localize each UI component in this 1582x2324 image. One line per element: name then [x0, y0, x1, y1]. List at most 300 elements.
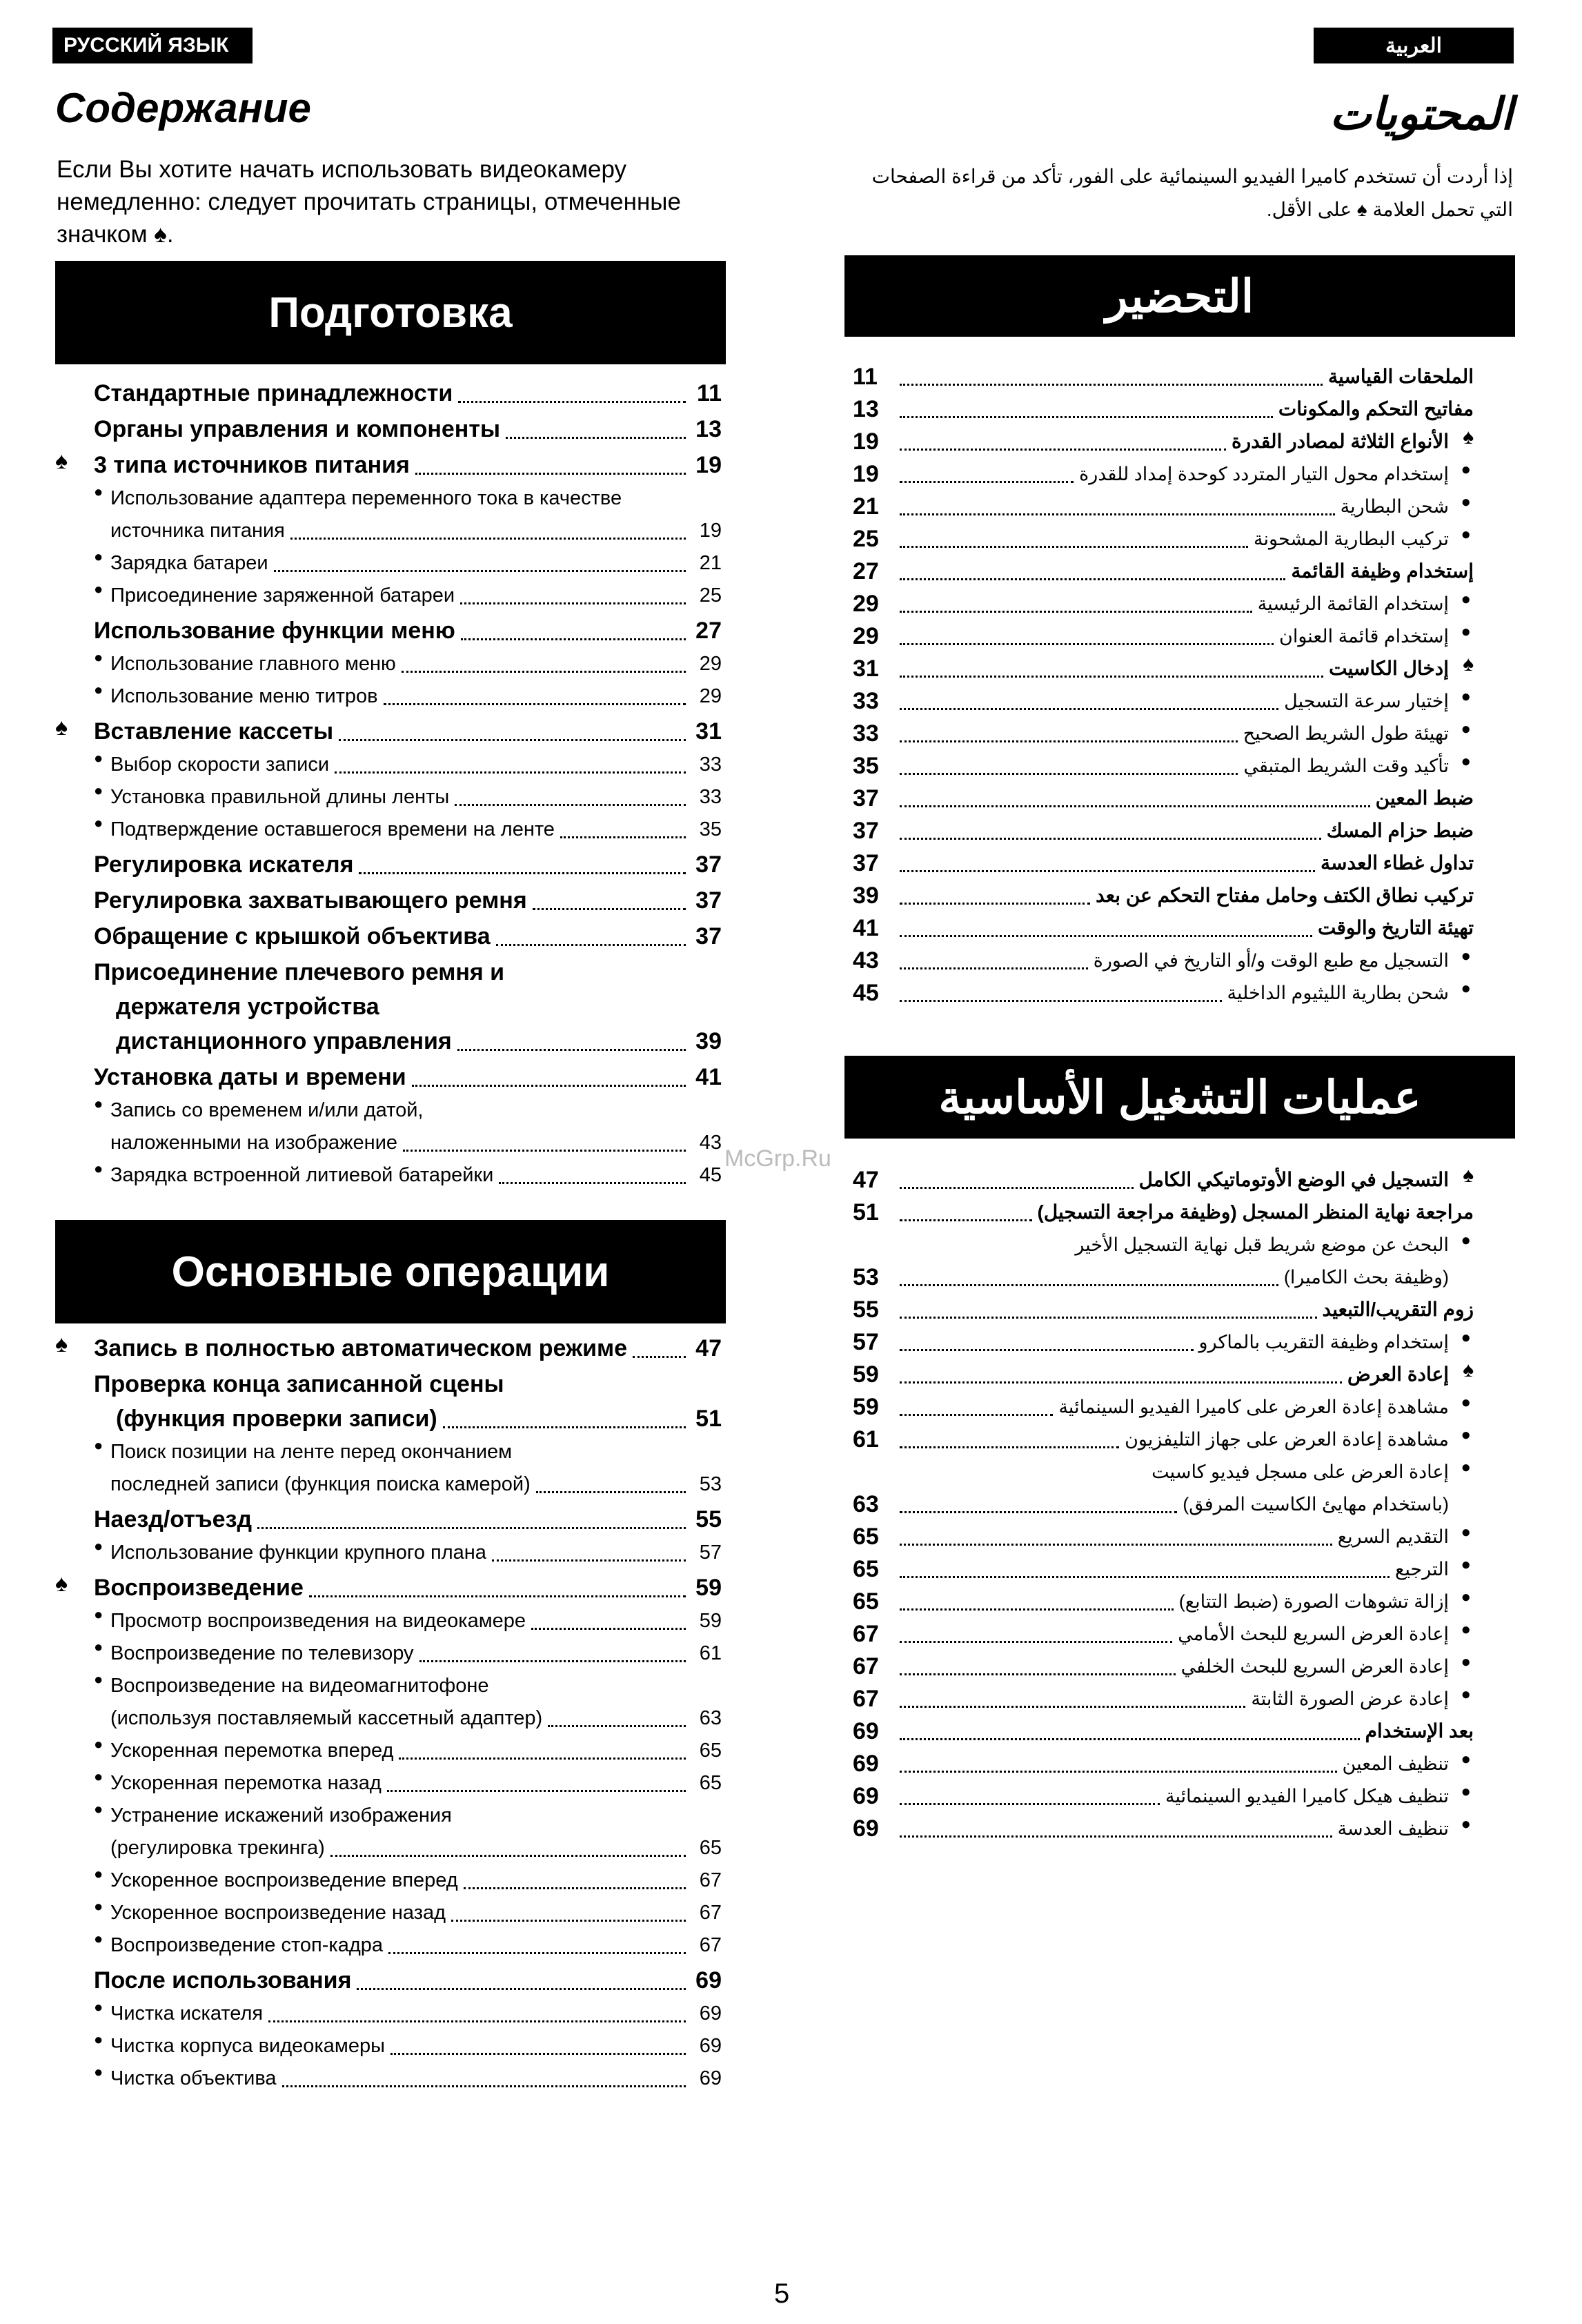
toc-entry-text: مشاهدة إعادة العرض على كاميرا الفيديو السينمائية: [1058, 1397, 1449, 1417]
toc-entry: [55, 844, 722, 880]
leader-dots: [499, 1182, 686, 1184]
leader-dots: [390, 2053, 686, 2055]
toc-entry: [853, 521, 1474, 553]
leader-dots: [900, 1219, 1032, 1221]
toc-entry-text: تنظيف المعين: [1342, 1753, 1449, 1774]
toc-entry-page: 45: [699, 1164, 722, 1186]
toc-entry: [55, 1996, 722, 2028]
bullet-icon: ●: [94, 1865, 103, 1882]
leader-dots: [900, 740, 1238, 742]
bullet-icon: ●: [1461, 493, 1471, 511]
toc-entry: [55, 1798, 722, 1830]
toc-entry-text: Воспроизведение: [94, 1575, 304, 1601]
toc-entry-page: 11: [853, 364, 878, 390]
leader-dots: [451, 1920, 686, 1922]
bullet-icon: ●: [1461, 1328, 1471, 1347]
toc-entry: [853, 748, 1474, 780]
leader-dots: [257, 1527, 686, 1529]
toc-entry: [853, 553, 1474, 586]
toc-entry-text: Зарядка батареи: [110, 552, 268, 574]
leader-dots: [387, 1790, 686, 1792]
toc-list-basic-ops-ar: [853, 1162, 1474, 1843]
toc-entry-page: 33: [853, 688, 879, 714]
toc-entry-text: Выбор скорости записи: [110, 754, 330, 776]
toc-entry-text: Установка даты и времени: [94, 1064, 406, 1090]
leader-dots: [900, 643, 1274, 645]
toc-entry-page: 55: [853, 1297, 879, 1323]
toc-entry-text: إختيار سرعة التسجيل: [1284, 691, 1449, 711]
toc-entry-page: 43: [853, 947, 879, 974]
toc-entry: [55, 373, 722, 408]
toc-entry-text: شحن بطارية الليثيوم الداخلية: [1227, 983, 1449, 1003]
toc-entry: [55, 545, 722, 578]
section-banner-basic-ops-ar: عمليات التشغيل الأساسية: [844, 1056, 1515, 1139]
toc-entry-page: 65: [699, 1772, 722, 1794]
toc-entry-text: Использование функции меню: [94, 618, 455, 644]
toc-entry: [55, 1635, 722, 1668]
toc-entry-page: 41: [695, 1064, 722, 1090]
spade-icon: ♠: [55, 714, 68, 740]
leader-dots: [900, 1706, 1245, 1708]
bullet-icon: ●: [1461, 1523, 1471, 1542]
toc-entry-text: (وظيفة بحث الكاميرا): [1283, 1267, 1449, 1288]
bullet-icon: ●: [94, 1095, 103, 1112]
toc-list-basic-ops-ru: [55, 1328, 722, 2093]
toc-entry-page: 25: [699, 584, 722, 607]
toc-entry: [55, 408, 722, 444]
section-banner-preparation-ar: التحضير: [844, 255, 1515, 337]
toc-entry-page: 67: [699, 1934, 722, 1956]
intro-text-ar: إذا أردت أن تستخدم كاميرا الفيديو السينمائية على الفور، تأكد من قراءة الصفحات التي تحمل العلامة ♠ على الأقل.: [871, 166, 1513, 220]
leader-dots: [900, 708, 1278, 710]
toc-entry-text: Воспроизведение стоп-кадра: [110, 1934, 384, 1956]
leader-dots: [900, 1673, 1176, 1675]
leader-dots: [900, 1803, 1160, 1805]
leader-dots: [900, 1738, 1360, 1740]
leader-dots: [900, 513, 1335, 515]
bullet-icon: ●: [1461, 1426, 1471, 1444]
toc-entry-page: 43: [699, 1132, 722, 1154]
leader-dots: [464, 1887, 686, 1889]
toc-entry-text: Присоединение заряженной батареи: [110, 584, 455, 607]
toc-entry-text: последней записи (функция поиска камерой): [110, 1473, 531, 1495]
toc-entry-page: 39: [853, 883, 879, 909]
bullet-icon: ●: [94, 1537, 103, 1555]
leader-dots: [900, 1511, 1177, 1513]
toc-entry-text: إستخدام القائمة الرئيسية: [1257, 593, 1449, 614]
toc-entry-page: 63: [853, 1491, 879, 1517]
toc-entry: [853, 586, 1474, 618]
spade-icon: ♠: [55, 448, 68, 474]
leader-dots: [335, 771, 686, 774]
toc-entry-text: إستخدام محول التيار المتردد كوحدة إمداد للقدرة: [1079, 464, 1449, 484]
toc-entry-page: 19: [699, 520, 722, 542]
leader-dots: [282, 2085, 686, 2087]
toc-entry-text: Просмотр воспроизведения на видеокамере: [110, 1610, 526, 1632]
toc-entry-page: 39: [695, 1028, 722, 1054]
toc-entry-page: 69: [853, 1783, 879, 1809]
leader-dots: [900, 870, 1315, 872]
toc-entry-text: ضبط حزام المسك: [1326, 820, 1474, 841]
leader-dots: [536, 1491, 686, 1493]
bullet-icon: ●: [94, 2063, 103, 2080]
toc-entry: [55, 1056, 722, 1092]
leader-dots: [900, 676, 1323, 678]
leader-dots: [900, 611, 1252, 613]
bullet-icon: ●: [94, 1930, 103, 1947]
leader-dots: [290, 538, 686, 540]
bullet-icon: ●: [1461, 979, 1471, 998]
toc-entry-text: Использование функции крупного плана: [110, 1542, 486, 1564]
toc-entry-text: Наезд/отъезд: [94, 1506, 253, 1533]
leader-dots: [900, 1544, 1332, 1546]
language-tab-russian: РУССКИЙ ЯЗЫК: [52, 28, 253, 63]
toc-entry-text: مفاتيح التحكم والمكونات: [1278, 398, 1474, 420]
toc-entry-page: 51: [695, 1406, 722, 1432]
toc-entry-page: 53: [853, 1264, 879, 1290]
toc-entry-page: 55: [695, 1506, 722, 1533]
toc-entry-text: التقديم السريع: [1337, 1526, 1449, 1547]
leader-dots: [560, 836, 686, 838]
leader-dots: [339, 739, 686, 741]
leader-dots: [900, 1446, 1119, 1448]
toc-entry: [853, 391, 1474, 424]
bullet-icon: ●: [94, 1898, 103, 1915]
toc-entry-text: التسجيل مع طبع الوقت و/أو التاريخ في الصورة: [1093, 950, 1449, 971]
toc-entry-page: 31: [853, 656, 879, 682]
toc-entry: [55, 1499, 722, 1535]
toc-entry-text: Поиск позиции на ленте перед окончанием: [110, 1441, 513, 1463]
toc-entry-page: 65: [699, 1837, 722, 1859]
toc-entry-text: ضبط المعين: [1375, 787, 1474, 809]
toc-entry-page: 69: [853, 1751, 879, 1777]
toc-entry-page: 59: [853, 1394, 879, 1420]
toc-entry-page: 29: [699, 653, 722, 675]
toc-entry-page: 57: [699, 1542, 722, 1564]
toc-entry-page: 67: [853, 1653, 879, 1680]
toc-entry-page: 37: [695, 887, 722, 914]
toc-entry-text: تنظيف العدسة: [1337, 1818, 1449, 1839]
bullet-icon: ●: [1461, 1231, 1471, 1250]
toc-entry-page: 65: [853, 1588, 879, 1615]
toc-entry-text: إدخال الكاسيت: [1329, 658, 1449, 679]
toc-entry: [853, 1421, 1474, 1454]
bullet-icon: ●: [94, 1606, 103, 1623]
toc-entry: [853, 1746, 1474, 1778]
toc-entry-page: 69: [853, 1718, 879, 1744]
bullet-icon: ●: [1461, 1653, 1471, 1671]
toc-entry: [853, 618, 1474, 651]
toc-entry: [853, 716, 1474, 748]
toc-entry-page: 59: [699, 1610, 722, 1632]
toc-entry: [853, 1811, 1474, 1843]
toc-entry-text: (باستخدام مهايئ الكاسيت المرفق): [1183, 1494, 1449, 1515]
toc-entry-page: 59: [695, 1575, 722, 1601]
intro-text-ru: Если Вы хотите начать использовать видеокамеру немедленно: следует прочитать страницы, отмеченные значком ♠.: [57, 156, 681, 248]
leader-dots: [533, 908, 686, 910]
toc-entry-text: تنظيف هيكل كاميرا الفيديو السينمائية: [1165, 1786, 1449, 1806]
toc-entry: [55, 1733, 722, 1765]
toc-entry-page: 47: [853, 1167, 879, 1193]
toc-entry-text: Органы управления и компоненты: [94, 416, 501, 442]
bullet-icon: ●: [1461, 460, 1471, 479]
leader-dots: [900, 903, 1090, 905]
toc-entry: [853, 1162, 1474, 1194]
toc-entry-text: Использование адаптера переменного тока в качестве: [110, 487, 622, 509]
leader-dots: [443, 1426, 686, 1428]
toc-entry-page: 27: [853, 558, 879, 584]
toc-entry-text: زوم التقريب/التبعيد: [1322, 1299, 1474, 1320]
toc-entry: [55, 747, 722, 779]
toc-entry-text: держателя устройства: [116, 994, 379, 1020]
toc-entry: [853, 456, 1474, 489]
leader-dots: [461, 638, 686, 640]
toc-entry: [55, 1603, 722, 1635]
toc-entry: [55, 1535, 722, 1567]
leader-dots: [900, 546, 1248, 548]
toc-entry-page: 65: [853, 1556, 879, 1582]
toc-entry: [55, 1466, 722, 1499]
toc-entry: [55, 480, 722, 513]
toc-entry-page: 33: [853, 720, 879, 747]
toc-entry-page: 27: [695, 618, 722, 644]
bullet-icon: ●: [1461, 1685, 1471, 1704]
bullet-icon: ●: [94, 1160, 103, 1177]
toc-entry: [853, 1648, 1474, 1681]
toc-entry-text: Ускоренное воспроизведение назад: [110, 1902, 446, 1924]
toc-entry-page: 63: [699, 1707, 722, 1729]
toc-entry: [55, 2060, 722, 2093]
toc-entry-page: 33: [699, 786, 722, 808]
toc-entry: [55, 578, 722, 610]
toc-entry-page: 67: [699, 1902, 722, 1924]
bullet-icon: ●: [1461, 1555, 1471, 1574]
toc-entry-text: إعادة العرض على مسجل فيديو كاسيت: [1151, 1461, 1449, 1482]
leader-dots: [900, 805, 1370, 807]
toc-entry-text: Присоединение плечевого ремня и: [94, 959, 505, 985]
toc-entry: [853, 1292, 1474, 1324]
toc-entry-text: تركيب البطارية المشحونة: [1254, 529, 1449, 549]
spade-icon: ♠: [1463, 426, 1474, 449]
spade-icon: ♠: [55, 1331, 68, 1357]
toc-entry: [853, 359, 1474, 391]
toc-entry-page: 67: [853, 1621, 879, 1647]
toc-entry-text: Воспроизведение на видеомагнитофоне: [110, 1675, 489, 1697]
toc-entry: [853, 1584, 1474, 1616]
toc-entry-page: 47: [695, 1335, 722, 1361]
toc-entry-text: дистанционного управления: [116, 1028, 452, 1054]
toc-entry-page: 69: [699, 2002, 722, 2025]
toc-entry-page: 65: [853, 1524, 879, 1550]
toc-entry-text: Подтверждение оставшегося времени на ленте: [110, 818, 555, 840]
toc-entry-text: مراجعة نهاية المنظر المسجل (وظيفة مراجعة التسجيل): [1037, 1201, 1474, 1223]
bullet-icon: ●: [94, 1998, 103, 2016]
toc-entry-text: إعادة عرض الصورة الثابتة: [1251, 1688, 1449, 1709]
toc-entry: [55, 1862, 722, 1895]
toc-entry: [853, 1357, 1474, 1389]
toc-entry: [55, 880, 722, 916]
toc-entry: [55, 1830, 722, 1862]
toc-entry-page: 21: [853, 493, 879, 520]
toc-entry-text: البحث عن موضع شريط قبل نهاية التسجيل الأخير: [1075, 1234, 1449, 1255]
toc-entry-text: تهيئة التاريخ والوقت: [1317, 917, 1474, 938]
toc-entry: [55, 811, 722, 844]
toc-entry: [853, 910, 1474, 943]
leader-dots: [900, 1284, 1278, 1286]
toc-entry-page: 53: [699, 1473, 722, 1495]
toc-entry-page: 21: [699, 552, 722, 574]
bullet-icon: ●: [94, 1671, 103, 1688]
toc-entry: [853, 845, 1474, 878]
toc-entry: [55, 1700, 722, 1733]
toc-list-preparation-ru: [55, 373, 722, 1190]
toc-entry: [55, 513, 722, 545]
toc-entry: [853, 1681, 1474, 1713]
toc-entry: [55, 1567, 722, 1603]
toc-entry: [853, 1227, 1474, 1259]
bullet-icon: ●: [94, 548, 103, 565]
bullet-icon: ●: [1461, 1393, 1471, 1412]
bullet-icon: ●: [94, 483, 103, 500]
toc-entry-text: إستخدام وظيفة التقريب بالماكرو: [1198, 1332, 1449, 1352]
toc-entry-text: Использование меню титров: [110, 685, 378, 707]
toc-entry-text: Запись со временем и/или датой,: [110, 1099, 424, 1121]
toc-entry-page: 57: [853, 1329, 879, 1355]
bullet-icon: ●: [94, 1735, 103, 1753]
toc-entry-page: 13: [853, 396, 879, 422]
toc-entry-text: إستخدام وظيفة القائمة: [1291, 560, 1474, 582]
toc-entry: [55, 1363, 722, 1399]
toc-entry: [55, 444, 722, 480]
toc-entry-text: (используя поставляемый кассетный адаптер): [110, 1707, 543, 1729]
bullet-icon: ●: [94, 681, 103, 698]
toc-entry-text: Зарядка встроенной литиевой батарейки: [110, 1164, 494, 1186]
toc-entry-page: 69: [853, 1815, 879, 1842]
toc-entry: [55, 646, 722, 678]
toc-entry-text: تركيب نطاق الكتف وحامل مفتاح التحكم عن بعد: [1096, 885, 1474, 906]
bullet-icon: ●: [94, 1437, 103, 1454]
leader-dots: [384, 703, 686, 705]
leader-dots: [388, 1952, 686, 1954]
toc-entry: [853, 1324, 1474, 1357]
toc-entry-page: 37: [853, 850, 879, 876]
toc-entry: [853, 1519, 1474, 1551]
toc-entry-text: 3 типа источников питания: [94, 452, 410, 478]
leader-dots: [900, 449, 1226, 451]
spade-icon: ♠: [1463, 1359, 1474, 1381]
toc-entry-text: الأنواع الثلاثة لمصادر القدرة: [1232, 431, 1449, 452]
leader-dots: [419, 1660, 686, 1662]
section-banner-preparation-ru: Подготовка: [55, 261, 726, 364]
leader-dots: [399, 1757, 686, 1760]
leader-dots: [402, 671, 686, 673]
toc-entry: [55, 1668, 722, 1700]
bullet-icon: ●: [1461, 622, 1471, 641]
leader-dots: [455, 804, 686, 806]
leader-dots: [900, 1381, 1342, 1383]
toc-entry-text: Чистка корпуса видеокамеры: [110, 2035, 385, 2057]
toc-entry-page: 35: [699, 818, 722, 840]
leader-dots: [458, 401, 686, 403]
leader-dots: [359, 872, 686, 874]
toc-entry: [55, 678, 722, 711]
toc-entry-text: مشاهدة إعادة العرض على جهاز التليفزيون: [1125, 1429, 1449, 1450]
toc-entry-page: 29: [853, 623, 879, 649]
leader-dots: [531, 1628, 686, 1630]
bullet-icon: ●: [1461, 720, 1471, 738]
toc-entry-page: 69: [699, 2067, 722, 2089]
leader-dots: [412, 1085, 686, 1087]
toc-entry: [55, 987, 722, 1022]
toc-entry: [55, 1927, 722, 1960]
language-tab-arabic: العربية: [1314, 28, 1514, 63]
toc-entry: [853, 1778, 1474, 1811]
leader-dots: [330, 1855, 686, 1857]
bullet-icon: ●: [94, 782, 103, 799]
toc-entry-page: 37: [695, 923, 722, 949]
toc-entry-text: Использование главного меню: [110, 653, 396, 675]
toc-entry-text: Воспроизведение по телевизору: [110, 1642, 414, 1664]
toc-entry-page: 29: [699, 685, 722, 707]
spade-icon: ♠: [1463, 1164, 1474, 1187]
leader-dots: [900, 838, 1321, 840]
leader-dots: [357, 1988, 686, 1990]
bullet-icon: ●: [94, 2031, 103, 2048]
leader-dots: [900, 481, 1074, 483]
leader-dots: [900, 1608, 1174, 1611]
toc-entry-page: 67: [853, 1686, 879, 1712]
toc-entry-text: بعد الإستخدام: [1365, 1720, 1474, 1742]
toc-entry: [853, 489, 1474, 521]
leader-dots: [900, 578, 1285, 580]
toc-entry-page: 25: [853, 526, 879, 552]
bullet-icon: ●: [1461, 1620, 1471, 1639]
leader-dots: [548, 1725, 686, 1727]
leader-dots: [900, 1349, 1194, 1351]
toc-entry-text: Обращение с крышкой объектива: [94, 923, 491, 949]
page-number: 5: [774, 2278, 790, 2309]
toc-entry-text: Ускоренная перемотка вперед: [110, 1740, 394, 1762]
toc-entry-text: источника питания: [110, 520, 285, 542]
toc-entry-page: 65: [699, 1740, 722, 1762]
toc-entry-page: 13: [695, 416, 722, 442]
toc-entry: [853, 1616, 1474, 1648]
toc-entry: [853, 424, 1474, 456]
toc-entry-text: Регулировка искателя: [94, 851, 354, 878]
toc-entry: [853, 943, 1474, 975]
toc-entry-page: 69: [699, 2035, 722, 2057]
toc-entry: [55, 610, 722, 646]
toc-entry-text: إستخدام قائمة العنوان: [1278, 626, 1449, 647]
bullet-icon: ●: [1461, 1782, 1471, 1801]
toc-entry: [55, 1328, 722, 1363]
leader-dots: [900, 1317, 1317, 1319]
leader-dots: [496, 944, 686, 946]
toc-entry-page: 19: [853, 461, 879, 487]
bullet-icon: ●: [1461, 1750, 1471, 1769]
bullet-icon: ●: [94, 580, 103, 598]
toc-entry-text: Вставление кассеты: [94, 718, 334, 745]
toc-entry-page: 61: [699, 1642, 722, 1664]
leader-dots: [900, 773, 1238, 775]
bullet-icon: ●: [94, 814, 103, 831]
bullet-icon: ●: [1461, 752, 1471, 771]
leader-dots: [415, 473, 686, 475]
toc-entry-page: 33: [699, 754, 722, 776]
toc-entry: [853, 1194, 1474, 1227]
toc-entry-page: 37: [853, 818, 879, 844]
toc-entry: [853, 683, 1474, 716]
